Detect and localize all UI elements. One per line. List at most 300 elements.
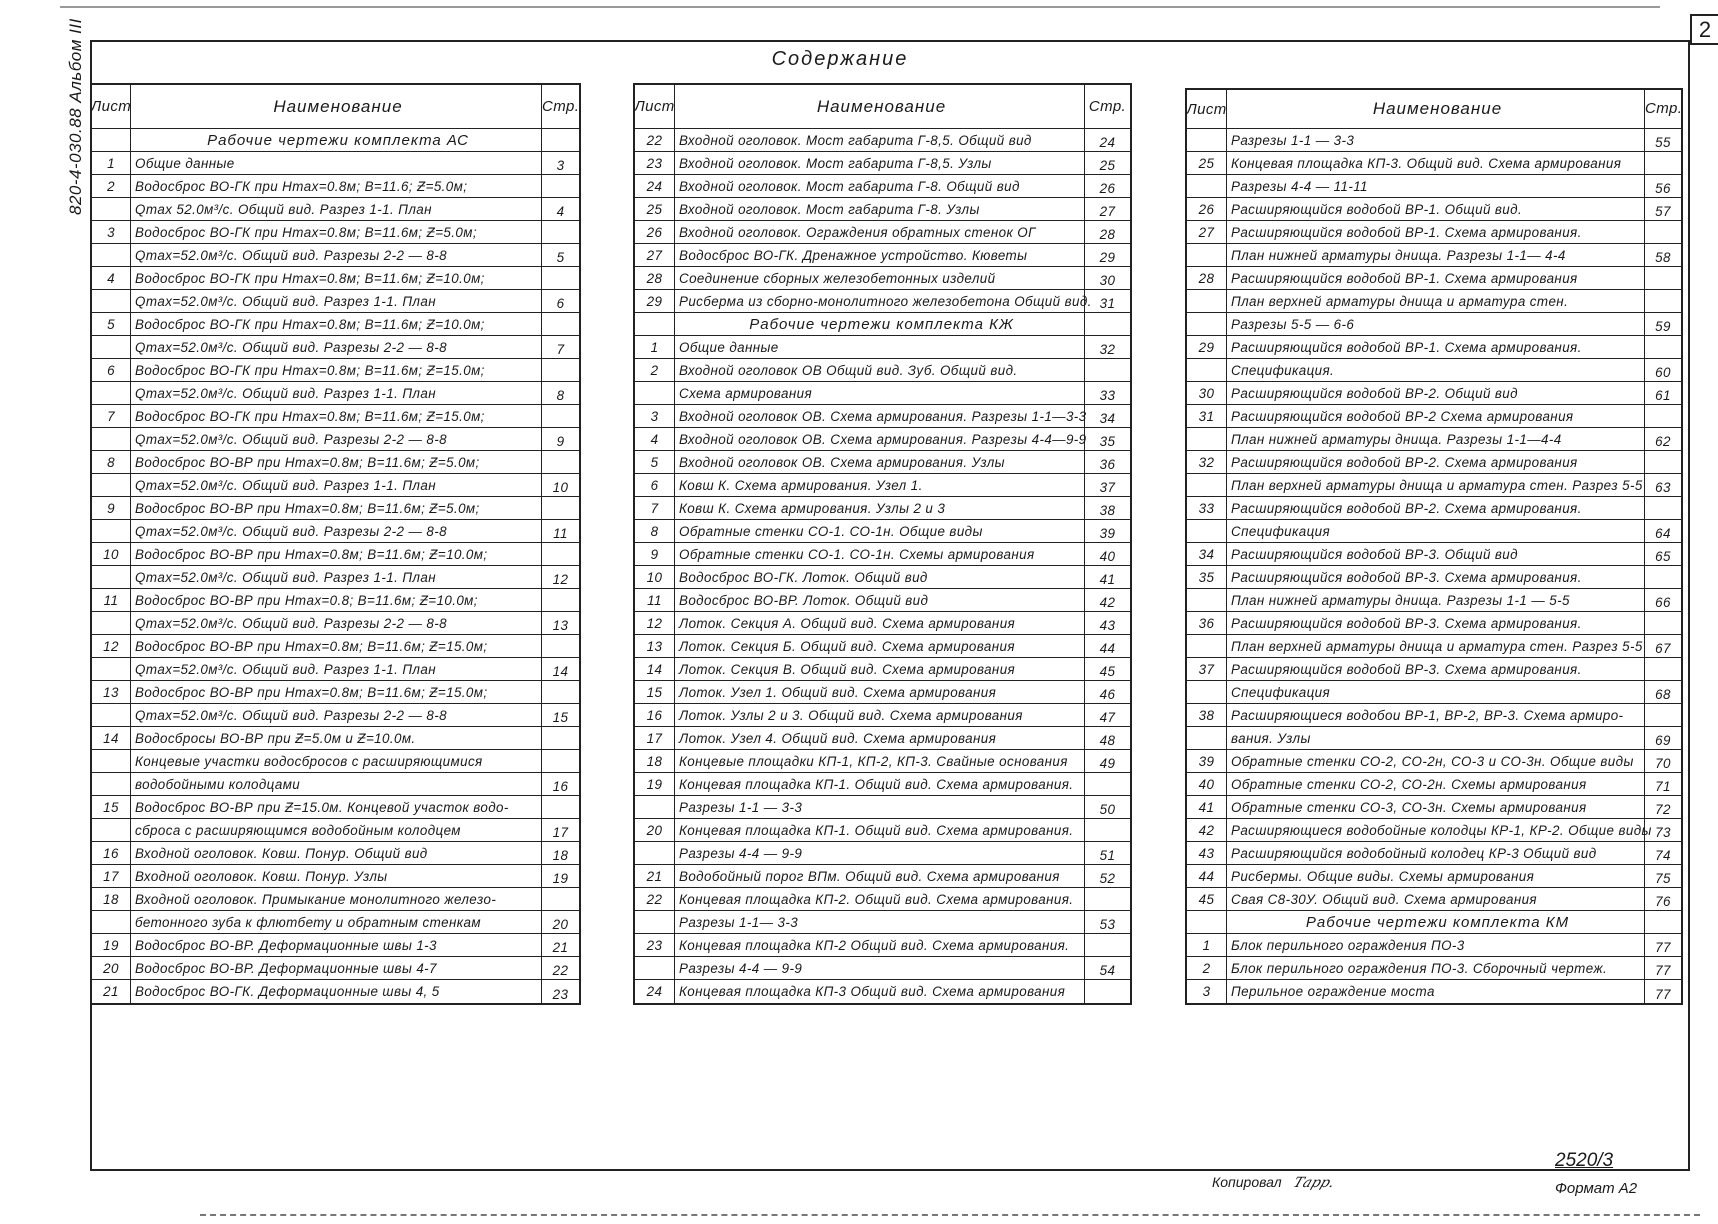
table-row (1187, 198, 1681, 221)
section-heading-row (635, 313, 1130, 336)
item-name: Расширяющийся водобой ВР-2 Схема армирования (1227, 405, 1645, 427)
item-name: Лоток. Узел 1. Общий вид. Схема армирования (675, 681, 1085, 703)
item-name: Спецификация (1227, 520, 1645, 542)
item-name: Лоток. Секция А. Общий вид. Схема армирования (675, 612, 1085, 634)
page-number-cell (1085, 980, 1130, 1003)
sheet-number-cell: 14 (635, 658, 675, 680)
item-name: Входной оголовок. Мост габарита Г-8. Узлы (675, 198, 1085, 220)
page-number-cell: 77 (1655, 940, 1671, 955)
page-number-cell: 37 (1099, 480, 1116, 495)
header-page: Стр. (1645, 100, 1683, 117)
table-row (635, 796, 1130, 819)
sheet-number-cell (92, 336, 131, 358)
item-name: Qmax 52.0м³/с. Общий вид. Разрез 1-1. План (131, 198, 542, 220)
item-name: Расширяющийся водобой ВР-3. Общий вид (1227, 543, 1645, 565)
sheet-number-cell: 25 (1187, 152, 1227, 174)
page-number-cell: 4 (556, 204, 565, 219)
table-row (635, 865, 1130, 888)
page-number-cell: 15 (552, 710, 569, 725)
page-number-cell: 10 (552, 480, 569, 495)
table-row (92, 474, 579, 497)
page-number-cell: 62 (1655, 434, 1671, 449)
page-number-cell: 39 (1099, 526, 1116, 541)
item-name: Водосброс ВО-ГК при Hmax=0.8м; B=11.6м; Ƶ=15.0м; (131, 405, 542, 427)
page-number-cell: 12 (552, 572, 569, 587)
table-row (635, 290, 1130, 313)
table-row (92, 681, 579, 704)
table-row (92, 750, 579, 773)
page-number-cell (542, 589, 579, 611)
item-name: Рисберма из сборно-монолитного железобетона Общий вид. (675, 290, 1085, 312)
sheet-number-cell: 1 (1187, 934, 1227, 956)
item-name: Qmax=52.0м³/с. Общий вид. Разрезы 2-2 — 8-8 (131, 244, 542, 266)
table-row (92, 175, 579, 198)
header-page: Стр. (542, 97, 580, 115)
page-number-cell: 58 (1655, 250, 1671, 265)
sheet-number-cell: 1 (92, 152, 131, 174)
item-name: Водосброс ВО-ВР при Hmax=0.8м; B=11.6м; Ƶ=5.0м; (131, 497, 542, 519)
page-number-cell (1645, 911, 1681, 933)
item-name: Водосброс ВО-ВР при Hmax=0.8м; B=11.6м; Ƶ=10.0м; (131, 543, 542, 565)
item-name: Ковш К. Схема армирования. Узлы 2 и 3 (675, 497, 1085, 519)
item-name: Разрезы 1-1— 3-3 (675, 911, 1085, 933)
table-row (1187, 566, 1681, 589)
table-row (92, 152, 579, 175)
page-number-cell: 54 (1099, 963, 1116, 978)
item-name: Общие данные (131, 152, 542, 174)
page-number-cell (1085, 934, 1130, 956)
item-name: Входной оголовок ОВ. Схема армирования. Узлы (675, 451, 1085, 473)
table-row (92, 635, 579, 658)
item-name: План верхней арматуры днища и арматура стен. Разрез 5-5 (1227, 474, 1645, 496)
sheet-number-cell: 20 (92, 957, 131, 979)
sheet-number-cell (1187, 359, 1227, 381)
sheet-number-cell: 16 (635, 704, 675, 726)
table-row (1187, 612, 1681, 635)
item-name: Концевая площадка КП-2 Общий вид. Схема армирования. (675, 934, 1085, 956)
sheet-number-cell: 22 (635, 129, 675, 151)
item-name: Входной оголовок. Ковш. Понур. Узлы (131, 865, 542, 887)
table-header (92, 85, 579, 129)
table-row (92, 796, 579, 819)
table-row (1187, 842, 1681, 865)
sheet-number-cell: 30 (1187, 382, 1227, 404)
page-number-cell (1645, 267, 1681, 289)
sheet-number-cell: 28 (1187, 267, 1227, 289)
page-number-cell: 11 (553, 526, 568, 541)
page-number-cell: 77 (1655, 987, 1671, 1002)
page-number-cell: 27 (1099, 204, 1116, 219)
table-row (1187, 336, 1681, 359)
contents-table-3 (1185, 88, 1683, 1005)
item-name: Концевая площадка КП-2. Общий вид. Схема армирования. (675, 888, 1085, 910)
item-name: Концевая площадка КП-1. Общий вид. Схема армирования. (675, 773, 1085, 795)
page-number-cell (1645, 566, 1681, 588)
table-row (92, 428, 579, 451)
sheet-number-cell (1187, 681, 1227, 703)
table-row (1187, 405, 1681, 428)
sheet-number-cell: 34 (1187, 543, 1227, 565)
sheet-number-cell: 15 (635, 681, 675, 703)
item-name: Входной оголовок. Ограждения обратных стенок ОГ (675, 221, 1085, 243)
item-name: Водосброс ВО-ВР при Hmax=0.8м; B=11.6м; Ƶ=15.0м; (131, 681, 542, 703)
sheet-number-cell: 19 (635, 773, 675, 795)
sheet-number-cell: 13 (92, 681, 131, 703)
sheet-number-cell: 15 (92, 796, 131, 818)
sheet-number-cell: 14 (92, 727, 131, 749)
table-row (1187, 382, 1681, 405)
item-name: Qmax=52.0м³/с. Общий вид. Разрезы 2-2 — 8-8 (131, 704, 542, 726)
sheet-number-cell: 3 (635, 405, 675, 427)
table-row (635, 658, 1130, 681)
item-name: Расширяющиеся водобойные колодцы КР-1, КР-2. Общие виды (1227, 819, 1645, 841)
table-row (1187, 888, 1681, 911)
page-number-cell: 23 (552, 987, 569, 1002)
item-name: Схема армирования (675, 382, 1085, 404)
table-row (92, 382, 579, 405)
sheet-number-cell: 29 (635, 290, 675, 312)
page-number-cell: 21 (552, 940, 569, 955)
page-number-cell (1645, 405, 1681, 427)
item-name: Спецификация. (1227, 359, 1645, 381)
table-row (1187, 727, 1681, 750)
page-number-cell: 35 (1099, 434, 1116, 449)
table-row (92, 888, 579, 911)
sheet-number-cell: 16 (92, 842, 131, 864)
page-number-cell: 18 (552, 848, 569, 863)
sheet-number-cell (635, 382, 675, 404)
sheet-number-cell (92, 658, 131, 680)
sheet-number-cell (92, 773, 131, 795)
item-name: сброса с расширяющимся водобойным колодцем (131, 819, 542, 841)
section-heading-row (92, 129, 579, 152)
table-row (92, 980, 579, 1003)
page-number-cell: 77 (1655, 963, 1671, 978)
sheet-number-cell: 13 (635, 635, 675, 657)
item-name: Входной оголовок. Мост габарита Г-8,5. Узлы (675, 152, 1085, 174)
page-number-cell: 28 (1099, 227, 1116, 242)
page-number-cell (542, 405, 579, 427)
item-name: Водосброс ВО-ГК. Деформационные швы 4, 5 (131, 980, 542, 1003)
page-number-cell: 61 (1655, 388, 1671, 403)
page-number-cell (542, 635, 579, 657)
sheet-number-cell (92, 520, 131, 542)
item-name: Водосброс ВО-ГК при Hmax=0.8м; B=11.6м; Ƶ=10.0м; (131, 267, 542, 289)
table-row (1187, 681, 1681, 704)
item-name: Водосброс ВО-ГК при Hmax=0.8м; B=11.6м; Ƶ=5.0м; (131, 221, 542, 243)
sheet-number-cell: 43 (1187, 842, 1227, 864)
page-number-cell: 33 (1099, 388, 1116, 403)
page-number-cell (1645, 221, 1681, 243)
item-name: Qmax=52.0м³/с. Общий вид. Разрез 1-1. План (131, 474, 542, 496)
sheet-number-cell: 7 (92, 405, 131, 427)
item-name: Qmax=52.0м³/с. Общий вид. Разрезы 2-2 — 8-8 (131, 428, 542, 450)
table-row (1187, 152, 1681, 175)
sheet-number-cell: 36 (1187, 612, 1227, 634)
sheet-number-cell: 1 (635, 336, 675, 358)
sheet-number-cell: 21 (635, 865, 675, 887)
page-number-cell: 7 (556, 342, 565, 357)
sheet-number: 2 (1690, 14, 1718, 45)
sheet-number-cell: 24 (635, 980, 675, 1003)
header-sheet: Лист (1187, 90, 1227, 128)
page-number-cell: 52 (1099, 871, 1116, 886)
sheet-number-cell (92, 911, 131, 933)
page-number-cell: 53 (1099, 917, 1116, 932)
item-name: Обратные стенки СО-2, СО-2н. Схемы армирования (1227, 773, 1645, 795)
page-number-cell: 32 (1099, 342, 1116, 357)
item-name: Рисбермы. Общие виды. Схемы армирования (1227, 865, 1645, 887)
sheet-number-cell: 44 (1187, 865, 1227, 887)
item-name: План нижней арматуры днища. Разрезы 1-1— 4-4 (1227, 244, 1645, 266)
page-number-cell (1645, 336, 1681, 358)
item-name: Входной оголовок. Примыкание монолитного железо- (131, 888, 542, 910)
table-row (635, 566, 1130, 589)
paper-format: Формат А2 (1555, 1180, 1638, 1197)
page-title: Содержание (771, 48, 909, 70)
sheet-number-cell (92, 566, 131, 588)
sheet-number-cell: 7 (635, 497, 675, 519)
table-row (92, 497, 579, 520)
page-number-cell (542, 359, 579, 381)
sheet-number-cell: 10 (92, 543, 131, 565)
page-number-cell: 38 (1099, 503, 1116, 518)
table-row (92, 865, 579, 888)
contents-table-2 (633, 83, 1132, 1005)
page-number-cell: 25 (1099, 158, 1116, 173)
page-number-cell (1085, 888, 1130, 910)
item-name: бетонного зуба к флютбету и обратным стенкам (131, 911, 542, 933)
sheet-number-cell: 11 (92, 589, 131, 611)
table-row (635, 750, 1130, 773)
item-name: Входной оголовок. Мост габарита Г-8. Общий вид (675, 175, 1085, 197)
table-row (635, 635, 1130, 658)
table-row (92, 704, 579, 727)
page-number-cell (1085, 773, 1130, 795)
item-name: Разрезы 1-1 — 3-3 (1227, 129, 1645, 151)
sheet-number-cell: 18 (92, 888, 131, 910)
item-name: План верхней арматуры днища и арматура стен. (1227, 290, 1645, 312)
page-number-cell: 50 (1099, 802, 1116, 817)
table-row (92, 520, 579, 543)
item-name: Расширяющийся водобой ВР-1. Схема армирования (1227, 267, 1645, 289)
table-row (635, 819, 1130, 842)
table-row (635, 451, 1130, 474)
page-number-cell: 63 (1655, 480, 1671, 495)
header-name: Наименование (1227, 90, 1645, 128)
page-number-cell: 45 (1099, 664, 1116, 679)
table-row (635, 152, 1130, 175)
sheet-number-cell (92, 290, 131, 312)
table-row (1187, 796, 1681, 819)
item-name: Qmax=52.0м³/с. Общий вид. Разрез 1-1. План (131, 382, 542, 404)
table-row (635, 474, 1130, 497)
sheet-number-cell (1187, 129, 1227, 151)
table-row (1187, 451, 1681, 474)
document-code: 820-4-030.88 Альбом III (66, 18, 85, 215)
table-header (635, 85, 1130, 129)
sheet-number-cell (92, 612, 131, 634)
page-number-cell: 14 (552, 664, 569, 679)
sheet-number-cell: 19 (92, 934, 131, 956)
item-name: План нижней арматуры днища. Разрезы 1-1 — 5-5 (1227, 589, 1645, 611)
sheet-number-cell: 20 (635, 819, 675, 841)
item-name: Обратные стенки СО-1. СО-1н. Общие виды (675, 520, 1085, 542)
table-row (1187, 750, 1681, 773)
sheet-number-cell: 38 (1187, 704, 1227, 726)
contents-table-1 (90, 83, 581, 1005)
sheet-number-cell (1187, 244, 1227, 266)
item-name: Водосброс ВО-ВР при Ƶ=15.0м. Концевой участок водо- (131, 796, 542, 818)
sheet-number-cell (1187, 520, 1227, 542)
sheet-number-cell (1187, 313, 1227, 335)
page-number-cell: 47 (1099, 710, 1116, 725)
page-number-cell: 66 (1655, 595, 1671, 610)
item-name: Входной оголовок ОВ. Схема армирования. Разрезы 4-4—9-9 (675, 428, 1085, 450)
sheet-number-cell: 9 (635, 543, 675, 565)
item-name: Расширяющийся водобой ВР-3. Схема армирования. (1227, 566, 1645, 588)
table-row (635, 589, 1130, 612)
table-row (635, 175, 1130, 198)
sheet-number-cell (92, 704, 131, 726)
table-row (635, 612, 1130, 635)
sheet-number-cell (92, 198, 131, 220)
item-name: Водосброс ВО-ВР при Hmax=0.8м; B=11.6м; Ƶ=15.0м; (131, 635, 542, 657)
page-number-cell: 19 (552, 871, 569, 886)
table-row (635, 727, 1130, 750)
table-row (635, 428, 1130, 451)
page-number-cell: 40 (1099, 549, 1116, 564)
table-row (635, 359, 1130, 382)
page-number-cell: 31 (1099, 296, 1116, 311)
table-row (1187, 704, 1681, 727)
page-number-cell (542, 497, 579, 519)
page-number-cell: 64 (1655, 526, 1671, 541)
page-number-cell: 67 (1655, 641, 1671, 656)
sheet-number-cell: 6 (635, 474, 675, 496)
page-number-cell: 26 (1099, 181, 1116, 196)
item-name: Перильное ограждение моста (1227, 980, 1645, 1003)
table-row (92, 359, 579, 382)
item-name: Блок перильного ограждения ПО-3 (1227, 934, 1645, 956)
table-row (92, 405, 579, 428)
page-number-cell (542, 750, 579, 772)
item-name: Входной оголовок. Мост габарита Г-8,5. Общий вид (675, 129, 1085, 151)
item-name: Водосброс ВО-ГК при Hmax=0.8м; B=11.6м; Ƶ=15.0м; (131, 359, 542, 381)
item-name: Водосброс ВО-ВР при Hmax=0.8; B=11.6м; Ƶ=10.0м; (131, 589, 542, 611)
page-number-cell (542, 543, 579, 565)
item-name: Расширяющиеся водобои ВР-1, ВР-2, ВР-3. Схема армиро- (1227, 704, 1645, 726)
table-row (92, 267, 579, 290)
table-header (1187, 90, 1681, 129)
sheet-number-cell: 22 (635, 888, 675, 910)
sheet-number-cell: 8 (635, 520, 675, 542)
item-name: Водосброс ВО-ГК при Hmax=0.8м; B=11.6; Ƶ=5.0м; (131, 175, 542, 197)
sheet-number-cell: 2 (1187, 957, 1227, 979)
table-row (92, 658, 579, 681)
sheet-number-cell (92, 474, 131, 496)
item-name: Расширяющийся водобой ВР-2. Общий вид (1227, 382, 1645, 404)
item-name: Входной оголовок ОВ Общий вид. Зуб. Общий вид. (675, 359, 1085, 381)
table-row (1187, 290, 1681, 313)
table-row (635, 773, 1130, 796)
item-name: Лоток. Секция В. Общий вид. Схема армирования (675, 658, 1085, 680)
section-title: Рабочие чертежи комплекта КМ (1227, 911, 1645, 933)
table-row (92, 336, 579, 359)
item-name: Расширяющийся водобой ВР-1. Схема армирования. (1227, 221, 1645, 243)
copied-label: Копировал (1212, 1174, 1282, 1190)
page-number-cell: 16 (552, 779, 569, 794)
table-row (1187, 428, 1681, 451)
page-number-cell (542, 221, 579, 243)
sheet-number-cell (92, 750, 131, 772)
page-number-cell: 22 (552, 963, 569, 978)
page-number-cell: 29 (1099, 250, 1116, 265)
page-number-cell (1645, 152, 1681, 174)
item-name: Блок перильного ограждения ПО-3. Сборочный чертеж. (1227, 957, 1645, 979)
table-row (1187, 244, 1681, 267)
sheet-number-cell: 31 (1187, 405, 1227, 427)
page-number-cell: 69 (1655, 733, 1671, 748)
sheet-number-cell: 5 (92, 313, 131, 335)
page-number-cell: 59 (1655, 319, 1671, 334)
table-row (92, 290, 579, 313)
page-number-cell: 24 (1099, 135, 1116, 150)
item-name: Спецификация (1227, 681, 1645, 703)
sheet-number-cell: 17 (92, 865, 131, 887)
table-row (92, 911, 579, 934)
table-row (635, 543, 1130, 566)
table-row (1187, 658, 1681, 681)
item-name: Обратные стенки СО-1. СО-1н. Схемы армирования (675, 543, 1085, 565)
page-number-cell: 51 (1099, 848, 1116, 863)
table-row (92, 198, 579, 221)
item-name: Qmax=52.0м³/с. Общий вид. Разрезы 2-2 — 8-8 (131, 520, 542, 542)
sheet-number-cell (1187, 290, 1227, 312)
table-row (92, 451, 579, 474)
table-row (635, 198, 1130, 221)
sheet-number-cell (1187, 589, 1227, 611)
table-row (1187, 175, 1681, 198)
sheet-number-cell (92, 428, 131, 450)
item-name: Расширяющийся водобой ВР-1. Схема армирования. (1227, 336, 1645, 358)
sheet-number-cell: 29 (1187, 336, 1227, 358)
item-name: Лоток. Узлы 2 и 3. Общий вид. Схема армирования (675, 704, 1085, 726)
sheet-number-cell (1187, 428, 1227, 450)
page-number-cell (1085, 359, 1130, 381)
sheet-number-cell: 42 (1187, 819, 1227, 841)
sheet-number-cell: 32 (1187, 451, 1227, 473)
page-number-cell: 70 (1655, 756, 1671, 771)
sheet-number-cell: 6 (92, 359, 131, 381)
sheet-number-cell: 26 (635, 221, 675, 243)
sheet-number-cell (635, 313, 675, 335)
page-number-cell: 43 (1099, 618, 1116, 633)
item-name: Qmax=52.0м³/с. Общий вид. Разрезы 2-2 — 8-8 (131, 612, 542, 634)
item-name: Расширяющийся водобой ВР-2. Схема армирования (1227, 451, 1645, 473)
page-number-cell: 44 (1099, 641, 1116, 656)
page-number-cell (542, 727, 579, 749)
page-number-cell (1645, 658, 1681, 680)
sheet-number-cell: 5 (635, 451, 675, 473)
sheet-number-cell: 33 (1187, 497, 1227, 519)
sheet-number-cell: 4 (635, 428, 675, 450)
table-row (1187, 313, 1681, 336)
item-name: Qmax=52.0м³/с. Общий вид. Разрезы 2-2 — 8-8 (131, 336, 542, 358)
section-title: Рабочие чертежи комплекта КЖ (675, 313, 1085, 335)
signature: Тарр. (1290, 1175, 1337, 1191)
page-number-cell: 17 (552, 825, 569, 840)
